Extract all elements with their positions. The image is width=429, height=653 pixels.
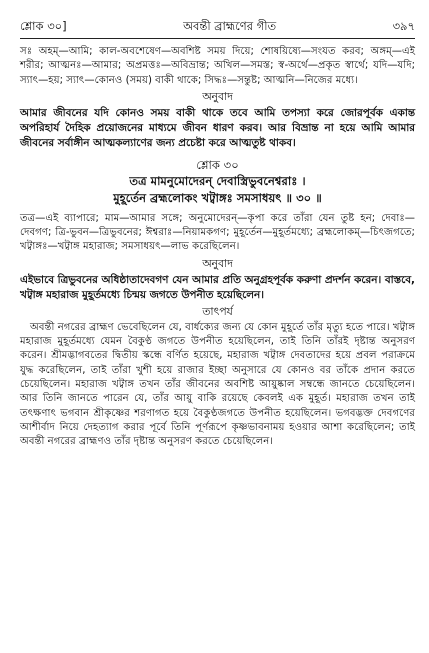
translation-previous-verse: আমার জীবনের যদি কোনও সময় বাকী থাকে তবে আমি তপস্যা করে জোরপূর্বক একান্ত অপরিহার্য দৈহিক প্রয়োজনের মাধ্যমে জীবন ধারণ করব। আর বিভ্রান্ত না হয়ে আমি আমার জীবনের সর্বাঙ্গীন আত্মকল্যাণের জন্য প্রচেষ্টা করে আত্মতুষ্ট থাকব। [20,106,415,149]
translation: এইভাবে ত্রিভুবনের অধিষ্ঠাতাদেবগণ যেন আমার প্রতি অনুগ্রহপূর্বক করুণা প্রদর্শন করেন। বাস্তবে, খট্বাঙ্গ মহারাজ মুহূর্তমধ্যে চিন্ময় জগতে উপনীত হয়েছিলেন। [20,273,415,301]
header-verse-ref: শ্লোক ৩০] [20,19,67,33]
verse-line-1: তত্র মামনুমোদেরন্ দেবাস্ত্রিভুবনেশ্বরাঃ । [129,173,306,188]
book-page [20,18,415,449]
page-header [20,18,415,34]
translation-heading-previous: অনুবাদ [202,89,233,103]
synonyms-previous-verse: সঃ অহম্—আমি; কাল-অবশেষেণ—অবশিষ্ট সময় দিয়ে; শোষয়িষ্যে—সংযত করব; অঙ্গম্—এই শরীর; আত্মনঃ—আমার; অপ্রমত্তঃ—অবিভ্রান্ত; অখিল—সমস্ত; স্ব-অর্থে—প্রকৃত স্বার্থে; যদি—যদি; স্যাৎ—হয়; স্যাৎ—কোনও (সময়) বাকী থাকে; সিদ্ধঃ—সন্তুষ্ট; আত্মনি—নিজের মধ্যে। [20,46,415,86]
verse-line-2: মুহূর্তেন ব্রহ্মলোকং খট্বাঙ্গঃ সমসাধয়ৎ ॥ ৩০ ॥ [113,190,322,205]
translation-heading: অনুবাদ [202,256,233,270]
purport: অবন্তী নগরের ব্রাহ্মণ ভেবেছিলেন যে, বার্ধক্যের জন্য যে কোন মুহূর্তে তাঁর মৃত্যু হতে পারে। খট্বাঙ্গ মহারাজ মুহূর্তমধ্যে যেমন বৈকুণ্ঠ জগতে উপনীত হয়েছিলেন, তাই তিনি তাঁরই দৃষ্টান্ত অনুসরণ করেন। শ্রীমদ্ভাগবতের দ্বিতীয় স্কন্ধে বর্ণিত হয়েছে, মহারাজ খট্বাঙ্গ দেবতাদের হয়ে প্রবল পরাক্রমে যুদ্ধ করেছিলেন, তাই তাঁরা খুশী হয়ে রাজার ইচ্ছা অনুসারে যে কোনও বর তাঁকে প্রদান করতে চেয়েছিলেন। মহারাজ খট্বাঙ্গ তখন তাঁর জীবনের অবশিষ্ট আয়ুষ্কাল সম্বন্ধে জানতে চেয়েছিলেন। আর তিনি জানতে পারেন যে, তাঁর আয়ু বাকি রয়েছে কেবলই এক মুহূর্ত। মহারাজ তখন তাই তৎক্ষণাৎ ভগবান শ্রীকৃষ্ণের শরণাগত হয়ে বৈকুণ্ঠজগতে উপনীত হয়েছিলেন। ভগবদ্ভক্ত দেবগণের আশীর্বাদ নিয়ে দেহত্যাগ করার পূর্বে তিনি পূর্ণরূপে কৃষ্ণভাবনাময় হওয়ার আশা করেছিলেন; তাই অবন্তী নগরের ব্রাহ্মণও তাঁর দৃষ্টান্ত অনুসরণ করতে চেয়েছিলেন। [20,321,415,448]
header-rule [20,38,415,39]
synonyms: তত্র—এই ব্যাপারে; মাম—আমার সঙ্গে; অনুমোদেরন্—কৃপা করে তাঁরা যেন তুষ্ট হন; দেবাঃ—দেবগণ; ত্রি-ভুবন—ত্রিভুবনের; ঈশ্বরাঃ—নিয়ামকগণ; মুহূর্তেন—মুহূর্তমধ্যে; ব্রহ্মলোকম্—চিৎজগতে; খট্বাঙ্গঃ—খট্বাঙ্গ মহারাজ; সমসাধয়ৎ—লাভ করেছিলেন। [20,212,415,253]
header-chapter-title: অবন্তী ব্রাহ্মণের গীত [183,19,277,33]
header-page-number: ৩৯৭ [392,19,415,33]
verse-number: শ্লোক ৩০ [196,157,239,172]
purport-heading: তাৎপর্য [202,304,233,318]
